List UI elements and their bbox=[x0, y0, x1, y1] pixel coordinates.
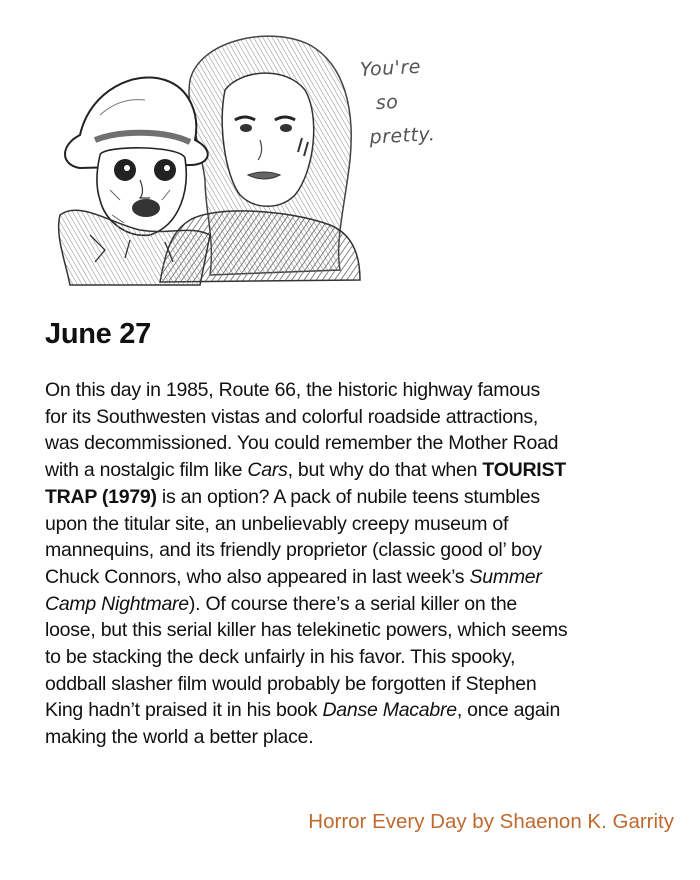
body-text-run: is an option? A pack of nubile teens stumbles bbox=[156, 485, 540, 508]
entry-body-paragraph bbox=[45, 377, 660, 751]
speech-line: so bbox=[375, 91, 399, 115]
body-text-run: loose, but this serial killer has telekinetic powers, which seems bbox=[45, 619, 568, 642]
body-text-run: King hadn’t praised it in his book bbox=[45, 699, 323, 722]
body-line bbox=[45, 484, 660, 511]
body-text-run: On this day in 1985, Route 66, the historic highway famous bbox=[45, 379, 540, 401]
body-line bbox=[45, 564, 660, 591]
body-line bbox=[45, 617, 660, 644]
film-title-bold: TRAP (1979) bbox=[45, 485, 157, 508]
body-line bbox=[45, 724, 660, 751]
body-line bbox=[45, 591, 660, 618]
girl-face bbox=[222, 73, 313, 206]
film-title-bold: TOURIST bbox=[482, 459, 566, 482]
author-credit: Horror Every Day by Shaenon K. Garrity bbox=[308, 810, 674, 833]
title-italic: Danse Macabre bbox=[322, 699, 457, 722]
body-line bbox=[45, 537, 660, 564]
body-text-run: oddball slasher film would probably be forgotten if Stephen bbox=[45, 672, 537, 695]
body-text-run: for its Southwesten vistas and colorful roadside attractions, bbox=[45, 405, 539, 428]
body-text-run: , but why do that when bbox=[287, 459, 483, 482]
body-line bbox=[45, 644, 660, 671]
entry-date-heading: June 27 bbox=[45, 318, 151, 350]
body-text-run: ). Of course there’s a serial killer on the bbox=[188, 592, 518, 615]
body-line bbox=[45, 457, 660, 484]
body-text-run: to be stacking the deck unfairly in his favor. This spooky, bbox=[45, 646, 516, 669]
body-line bbox=[45, 430, 660, 457]
body-text-run: , once again bbox=[456, 699, 561, 722]
body-line bbox=[45, 511, 660, 538]
body-text-run: making the world a better place. bbox=[45, 726, 314, 749]
body-line bbox=[45, 697, 660, 724]
speech-text bbox=[359, 47, 477, 203]
body-text-run: mannequins, and its friendly proprietor (classic good ol’ boy bbox=[45, 539, 542, 562]
body-line bbox=[45, 404, 660, 431]
title-italic: Summer bbox=[469, 565, 542, 588]
speech-line: You're bbox=[359, 55, 422, 81]
title-italic: Camp Nightmare bbox=[45, 592, 189, 615]
speech-line: pretty. bbox=[369, 123, 436, 149]
body-text-run: upon the titular site, an unbelievably creepy museum of bbox=[45, 512, 509, 535]
title-italic: Cars bbox=[247, 459, 288, 482]
body-text-run: Chuck Connors, who also appeared in last week’s bbox=[45, 565, 470, 588]
body-text-run: was decommissioned. You could remember the Mother Road bbox=[45, 432, 559, 455]
body-text-run: with a nostalgic film like bbox=[45, 459, 248, 482]
body-line bbox=[45, 671, 660, 698]
body-line bbox=[45, 377, 660, 404]
